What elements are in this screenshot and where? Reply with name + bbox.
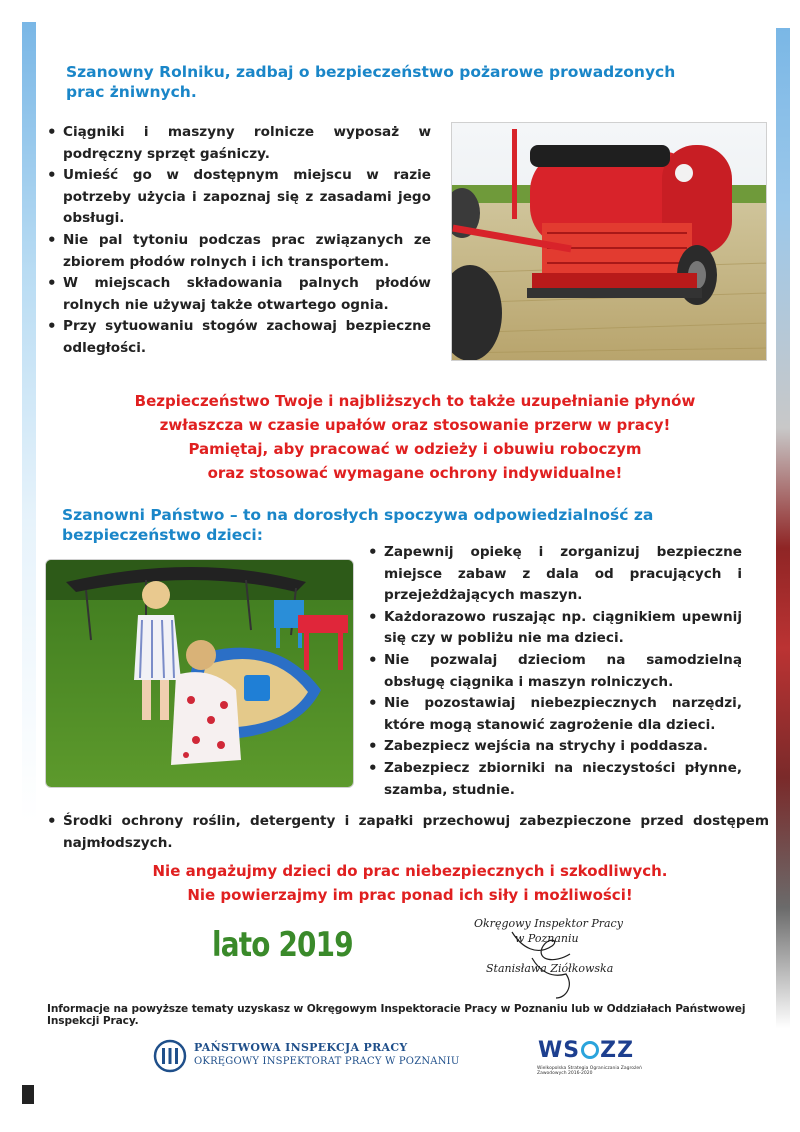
child-safety-list [368,542,742,801]
right-decorative-strip [776,28,790,1028]
child-labour-warning [110,859,710,907]
pip-name: PAŃSTWOWA INSPEKCJA PRACY [194,1041,408,1054]
list-item: • Zabezpiecz wejścia na strychy i poddasza. [368,736,742,758]
list-item: • Każdorazowo ruszając np. ciągnikiem upewnij się czy w pobliżu nie ma dzieci. [368,607,742,650]
hydration-warning [90,389,740,485]
wsozz-circle-icon [581,1041,599,1059]
wsozz-logo-right: ZZ [600,1038,635,1063]
list-item: • Nie pozwalaj dzieciom na samodzielną obsługę ciągnika i maszyn rolniczych. [368,650,742,693]
warning-line: Nie powierzajmy im prac ponad ich siły i możliwości! [187,886,633,904]
list-item: • Środki ochrony roślin, detergenty i zapałki przechowuj zabezpieczone przed dostępem najmłodszych. [47,811,769,854]
list-item: • Zapewnij opiekę i zorganizuj bezpieczne miejsce zabaw z dala od pracujących i przejeżdżających maszyn. [368,542,742,607]
list-item: • Umieść go w dostępnym miejscu w razie potrzeby użycia i zapoznaj się z zasadami jego obsługi. [47,165,431,230]
handwritten-signature-icon [482,928,592,1003]
red-round-baler-photo-icon [452,123,767,361]
warning-line: Bezpieczeństwo Twoje i najbliższych to także uzupełnianie płynów [134,392,696,410]
wsozz-logo-icon [538,1038,634,1063]
wsozz-logo-left: WS [538,1038,581,1063]
wsozz-tagline: Wielkopolska Strategia Ograniczania Zagrożeń Zawodowych 2016-2020 [537,1066,642,1076]
main-heading: Szanowny Rolniku, zadbaj o bezpieczeństwo pożarowe prowadzonych prac żniwnych. [66,63,676,101]
chemicals-storage-list [47,811,769,854]
baler-photo [451,122,767,361]
warning-line: Pamiętaj, aby pracować w odzieży i obuwiu roboczym [188,440,642,458]
children-playing-sandbox-photo-icon [46,560,354,788]
fire-safety-list [47,122,431,360]
children-safety-heading: Szanowni Państwo – to na dorosłych spoczywa odpowiedzialność za bezpieczeństwo dzieci: [62,506,654,544]
list-item: • W miejscach składowania palnych płodów rolnych nie używaj także otwartego ognia. [47,273,431,316]
list-item: • Nie pozostawiaj niebezpiecznych narzędzi, które mogą stanowić zagrożenie dla dzieci. [368,693,742,736]
season-label: lato 2019 [212,925,353,965]
signature-name: Stanisława Ziółkowska [486,962,614,975]
info-text: Informacje na powyższe tematy uzyskasz w Okręgowym Inspektoracie Pracy w Poznaniu lub w Oddziałach Państwowej Inspekcji Pracy. [47,1003,746,1027]
signature-city: w Poznaniu [515,932,579,945]
left-decorative-strip [22,22,36,1022]
list-item: • Ciągniki i maszyny rolnicze wyposaż w podręczny sprzęt gaśniczy. [47,122,431,165]
children-photo [45,559,354,788]
pip-logo-icon [153,1039,187,1073]
pip-office: OKRĘGOWY INSPEKTORAT PRACY W POZNANIU [194,1056,460,1067]
warning-line: zwłaszcza w czasie upałów oraz stosowanie przerw w pracy! [159,416,671,434]
warning-line: Nie angażujmy dzieci do prac niebezpiecznych i szkodliwych. [152,862,668,880]
list-item: • Zabezpiecz zbiorniki na nieczystości płynne, szamba, studnie. [368,758,742,801]
scan-marker [22,1085,34,1104]
signature-title: Okręgowy Inspektor Pracy [474,917,623,930]
list-item: • Nie pal tytoniu podczas prac związanych ze zbiorem płodów rolnych i ich transportem. [47,230,431,273]
warning-line: oraz stosować wymagane ochrony indywidualne! [207,464,623,482]
list-item: • Przy sytuowaniu stogów zachowaj bezpieczne odległości. [47,316,431,359]
